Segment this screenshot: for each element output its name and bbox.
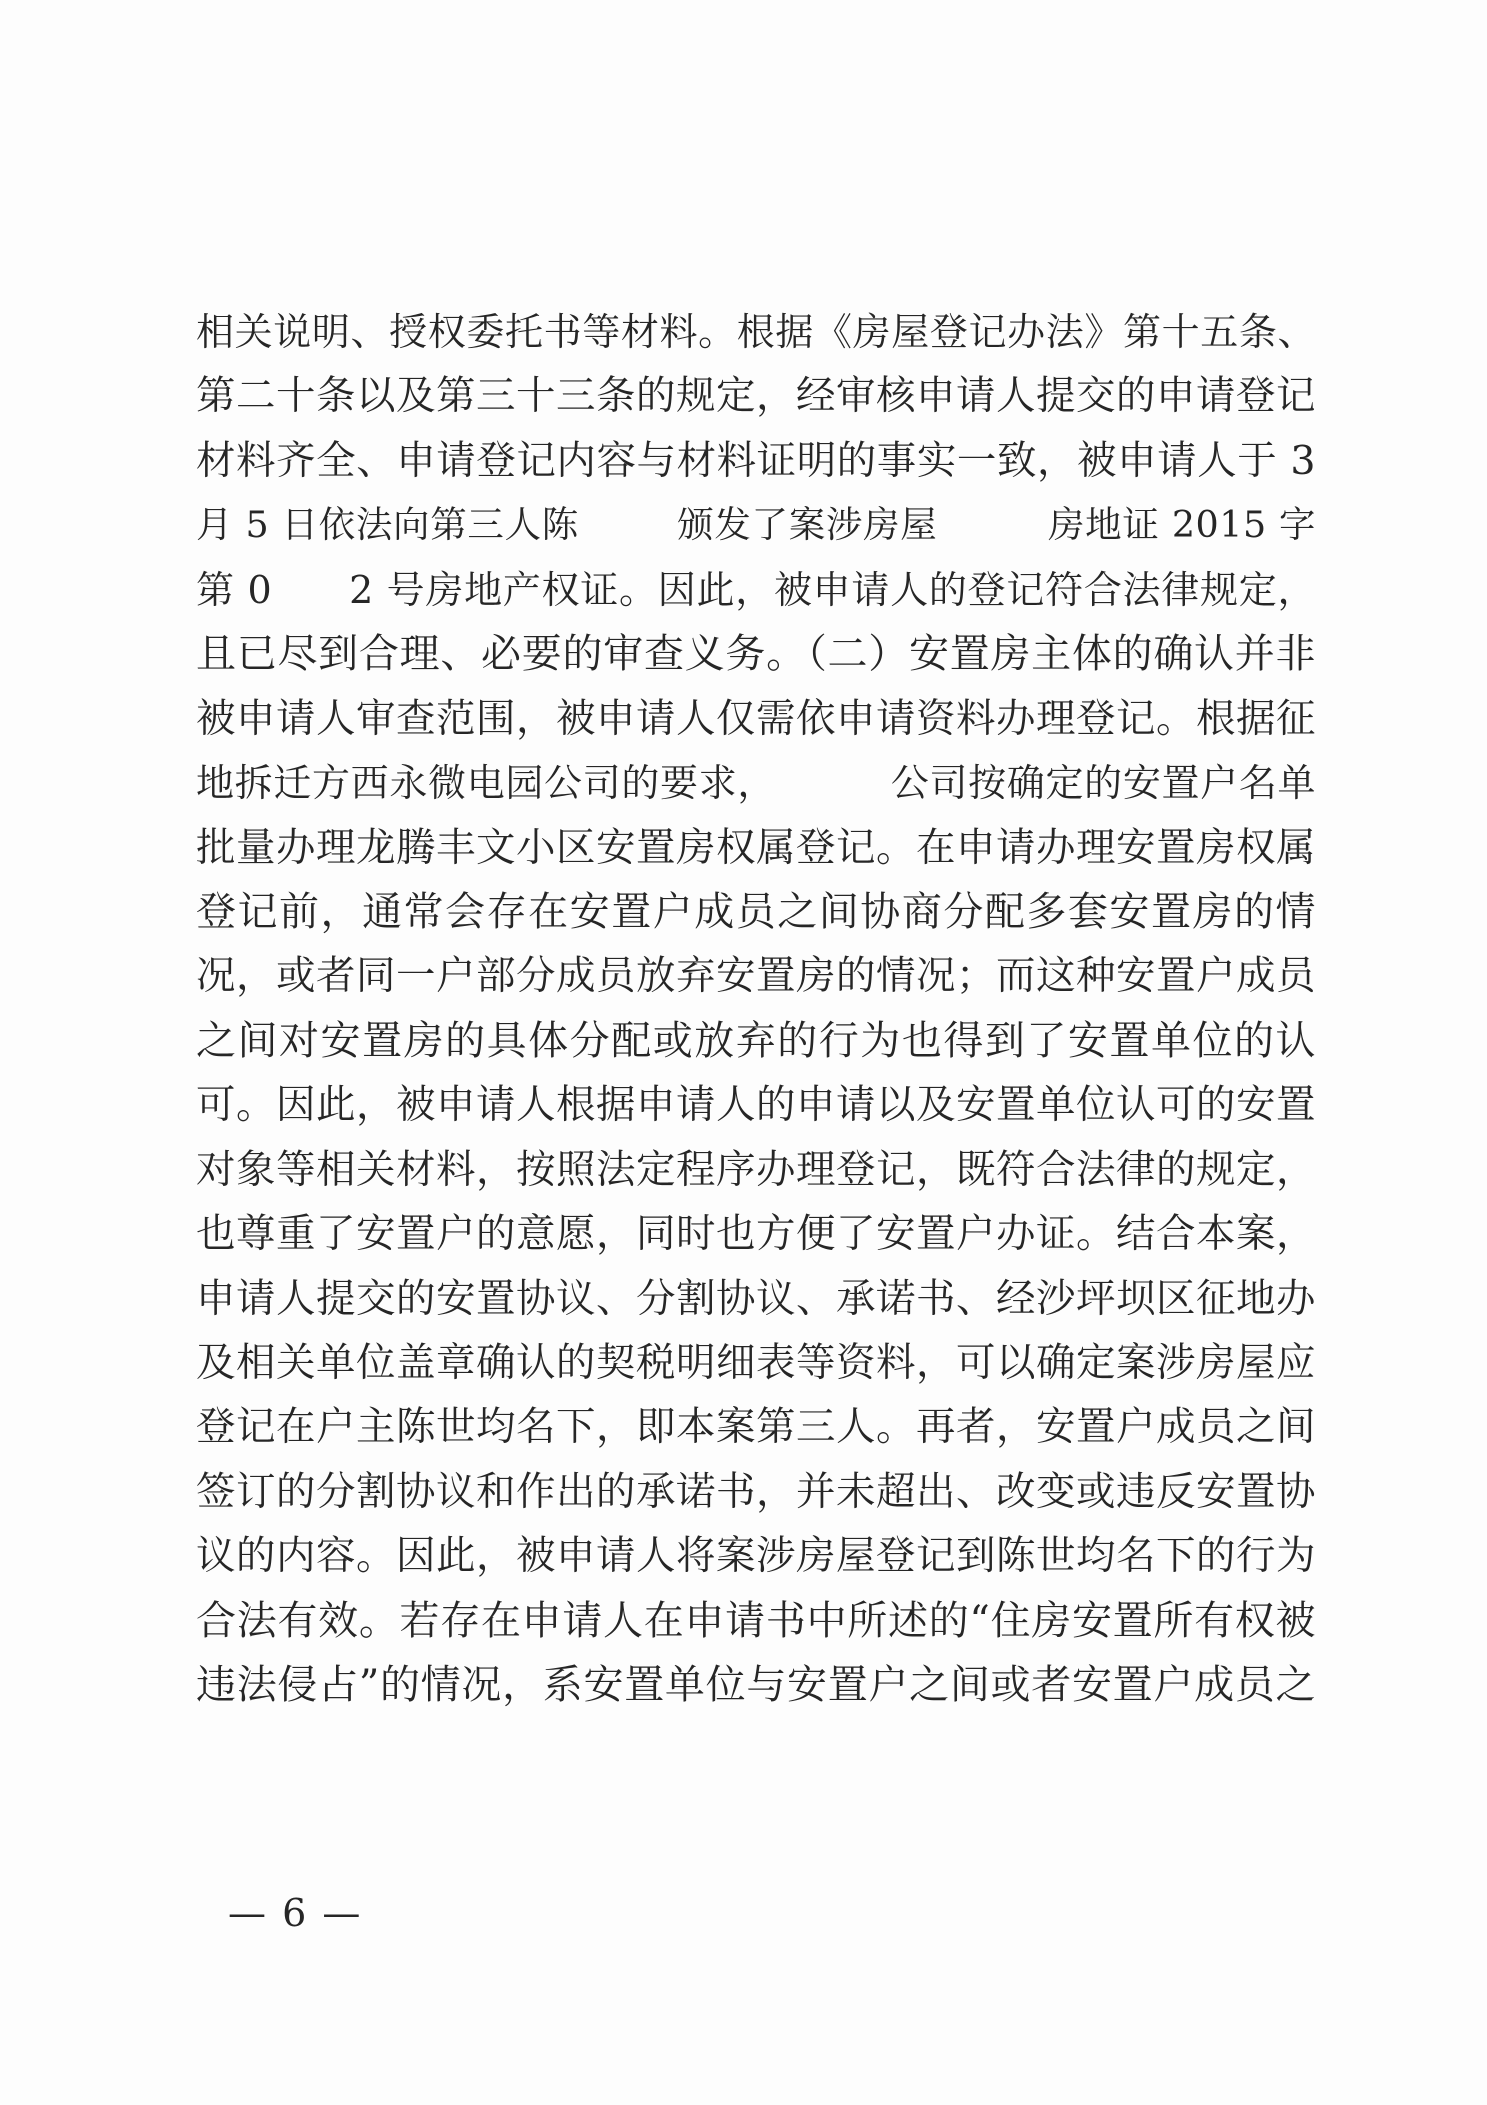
text-line: 申请人提交的安置协议、分割协议、承诺书、经沙坪坝区征地办 xyxy=(196,1275,1316,1322)
text-line: 对象等相关材料，按照法定程序办理登记，既符合法律的规定， xyxy=(196,1146,1316,1193)
text-line: 月 5 日依法向第三人陈 颁发了案涉房屋 房地证 2015 字 xyxy=(196,503,1316,547)
page-number: — 6 — xyxy=(228,1891,363,1935)
text-line: 之间对安置房的具体分配或放弃的行为也得到了安置单位的认 xyxy=(196,1017,1316,1064)
text-line: 地拆迁方西永微电园公司的要求， 公司按确定的安置户名单 xyxy=(196,761,1316,806)
text-line: 且已尽到合理、必要的审查义务。（二）安置房主体的确认并非 xyxy=(196,631,1316,678)
text-line: 批量办理龙腾丰文小区安置房权属登记。在申请办理安置房权属 xyxy=(196,824,1316,871)
text-line: 合法有效。若存在申请人在申请书中所述的“住房安置所有权被 xyxy=(196,1597,1316,1644)
text-line: 被申请人审查范围，被申请人仅需依申请资料办理登记。根据征 xyxy=(196,695,1316,742)
text-line: 也尊重了安置户的意愿，同时也方便了安置户办证。结合本案， xyxy=(196,1211,1316,1258)
text-line: 第二十条以及第三十三条的规定，经审核申请人提交的申请登记 xyxy=(196,373,1316,420)
body-text xyxy=(196,300,1316,1718)
text-line: 第 0 2 号房地产权证。因此，被申请人的登记符合法律规定， xyxy=(196,567,1316,612)
text-line: 议的内容。因此，被申请人将案涉房屋登记到陈世均名下的行为 xyxy=(196,1533,1316,1580)
text-line: 签订的分割协议和作出的承诺书，并未超出、改变或违反安置协 xyxy=(196,1468,1316,1515)
text-line: 相关说明、授权委托书等材料。根据《房屋登记办法》第十五条、 xyxy=(196,310,1316,354)
text-line: 可。因此，被申请人根据申请人的申请以及安置单位认可的安置 xyxy=(196,1082,1316,1129)
text-line: 况，或者同一户部分成员放弃安置房的情况；而这种安置户成员 xyxy=(196,953,1316,1000)
text-line: 及相关单位盖章确认的契税明细表等资料，可以确定案涉房屋应 xyxy=(196,1340,1316,1386)
text-line: 登记在户主陈世均名下，即本案第三人。再者，安置户成员之间 xyxy=(196,1404,1316,1451)
text-line: 违法侵占”的情况，系安置单位与安置户之间或者安置户成员之 xyxy=(196,1662,1316,1709)
text-line: 材料齐全、申请登记内容与材料证明的事实一致，被申请人于 3 xyxy=(196,437,1316,484)
text-line: 登记前，通常会存在安置户成员之间协商分配多套安置房的情 xyxy=(196,888,1316,935)
